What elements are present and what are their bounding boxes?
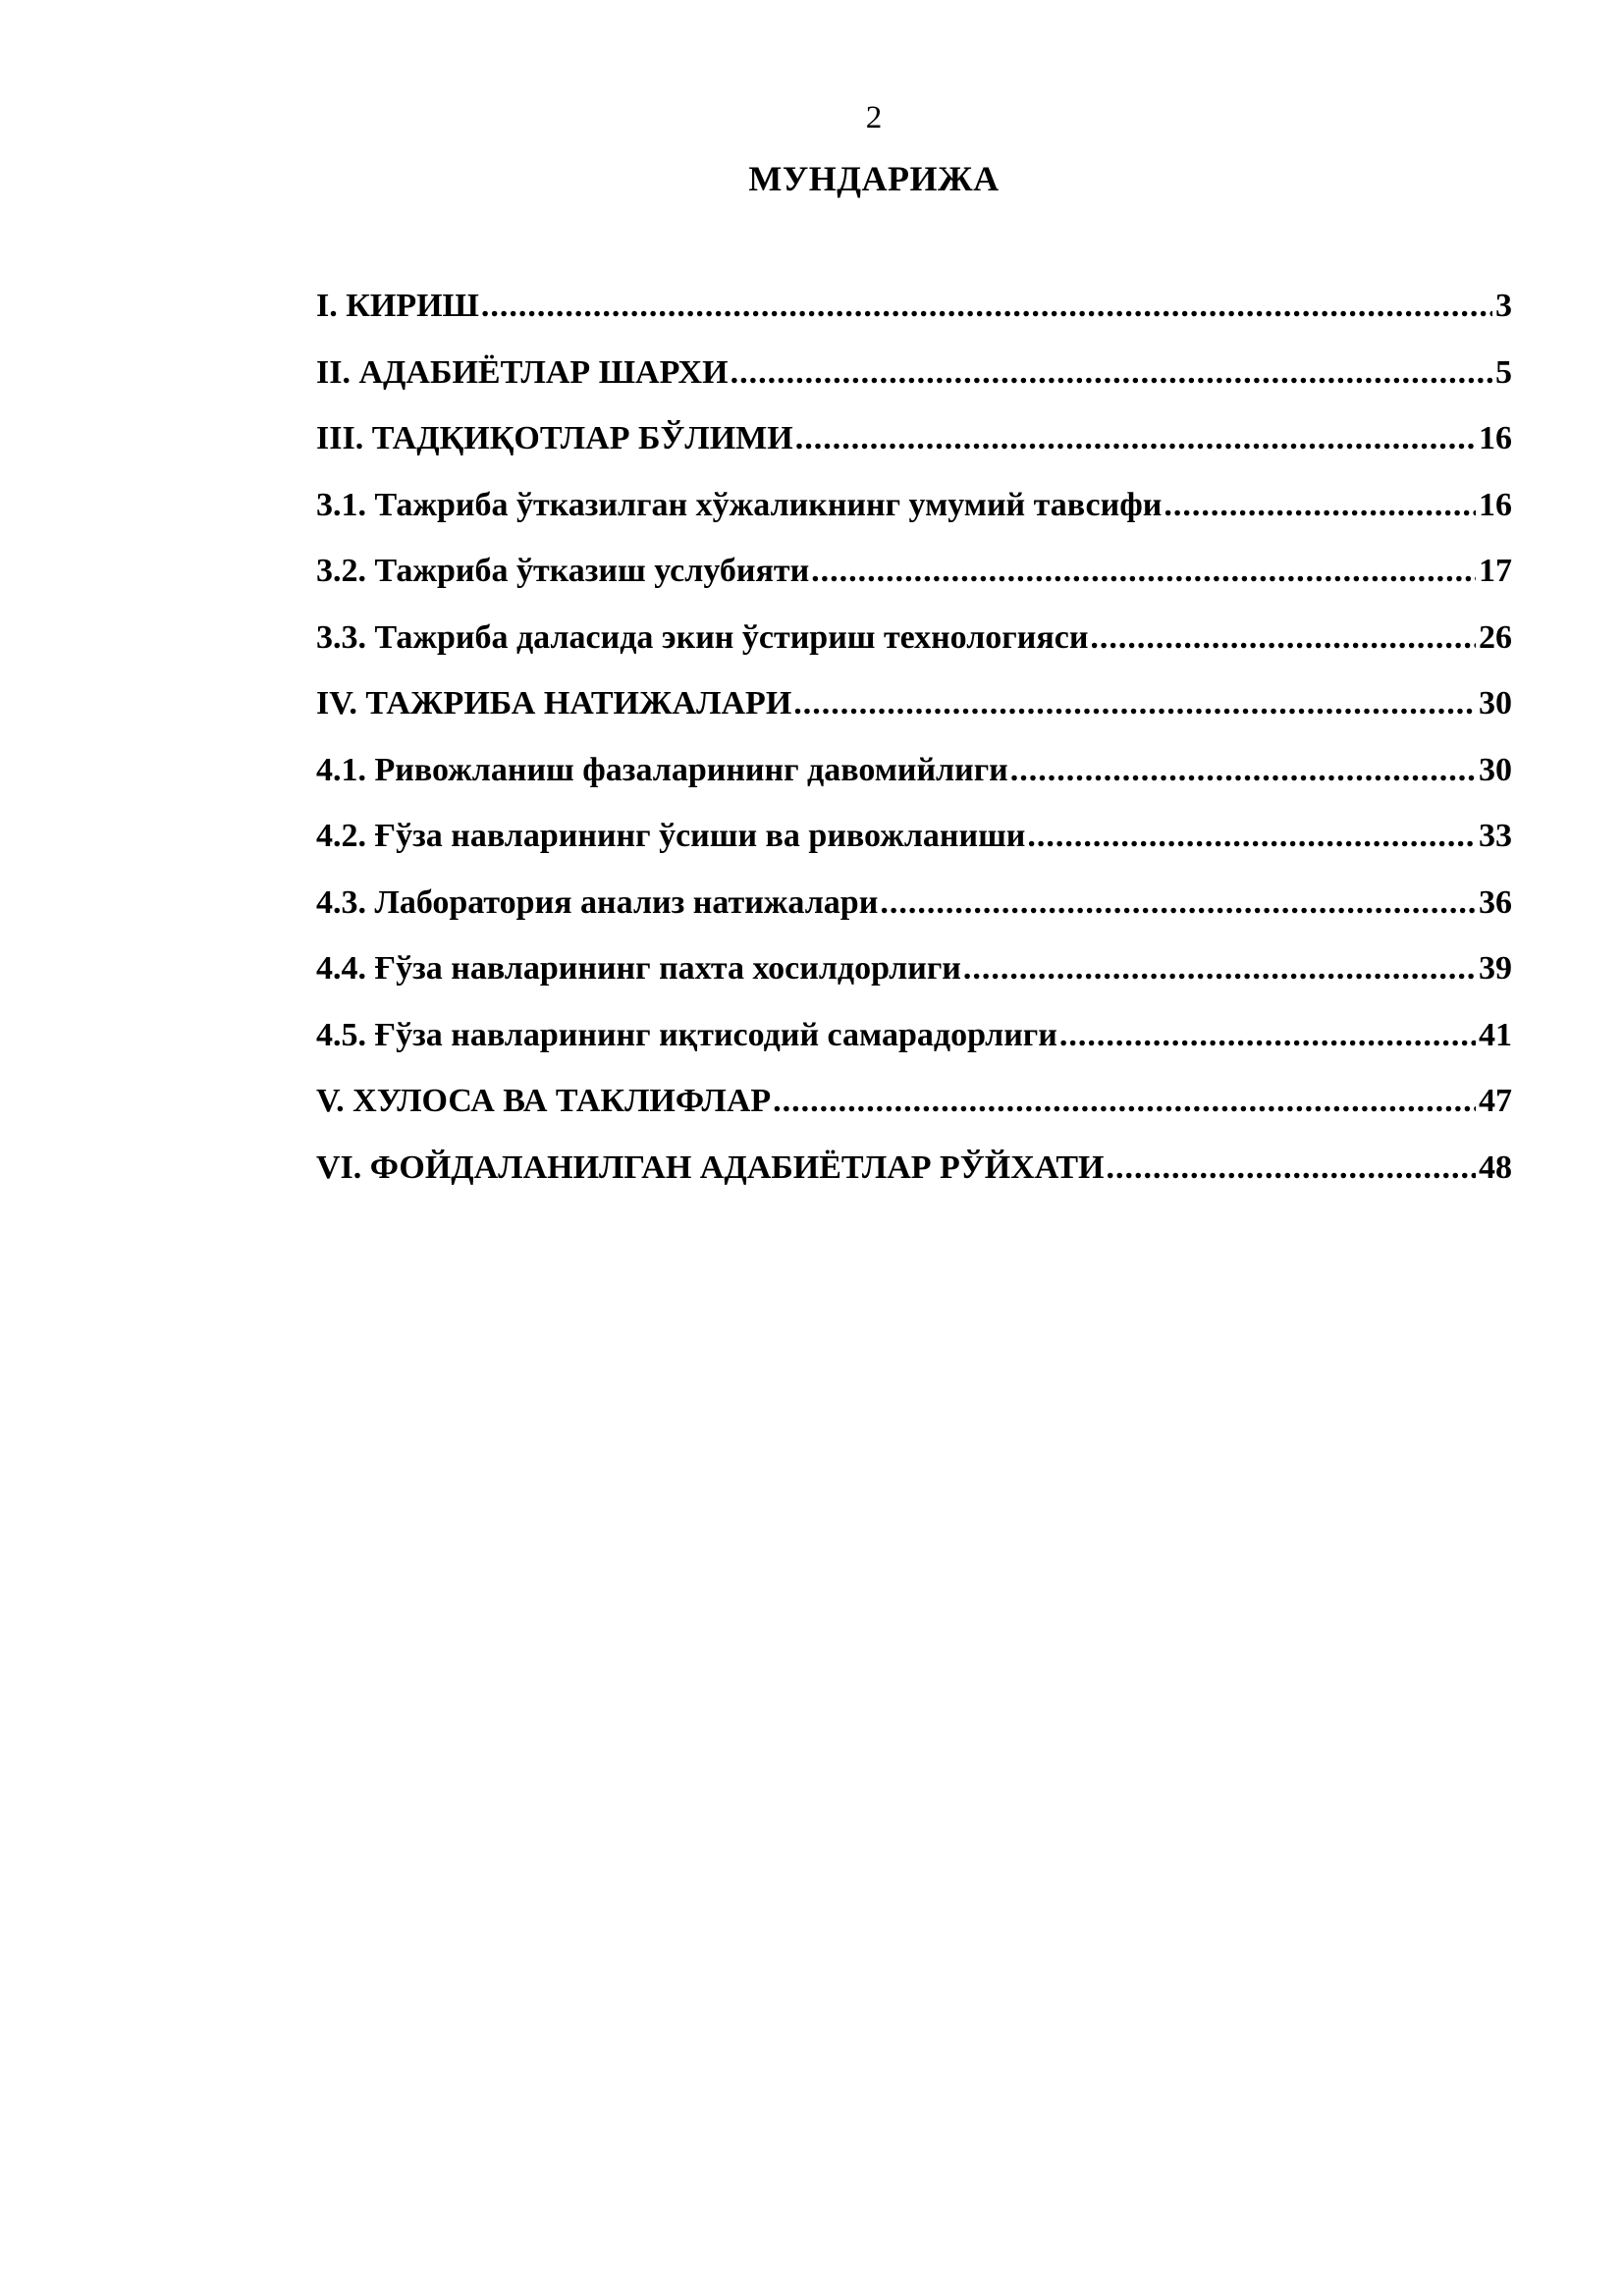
dot-leader	[880, 880, 1476, 927]
toc-entry-page-number: 30	[1479, 751, 1512, 788]
toc-entry-4-3[interactable]	[316, 880, 1512, 946]
toc-entry-label: 4.3. Лаборатория анализ натижалари	[316, 883, 879, 921]
toc-entry-page-number: 17	[1479, 553, 1512, 589]
table-of-contents	[316, 283, 1512, 1210]
toc-entry-label: 4.2. Ғўза навларининг ўсиши ва ривожланиши	[316, 818, 1026, 854]
toc-entry-3-1[interactable]	[316, 482, 1512, 549]
toc-entry-literature-review[interactable]	[316, 349, 1512, 416]
toc-entry-label: 4.1. Ривожланиш фазаларининг давомийлиги	[316, 751, 1008, 788]
dot-leader	[1059, 1012, 1476, 1059]
toc-entry-page-number: 41	[1479, 1016, 1512, 1053]
dot-leader	[963, 945, 1476, 992]
toc-entry-label: 4.4. Ғўза навларининг пахта хосилдорлиги	[316, 950, 961, 987]
dot-leader	[773, 1078, 1476, 1125]
toc-entry-label: IV. ТАЖРИБА НАТИЖАЛАРИ	[316, 685, 792, 721]
dot-leader	[1106, 1145, 1476, 1192]
toc-entry-label: II. АДАБИЁТЛАР ШАРХИ	[316, 353, 729, 391]
dot-leader	[795, 415, 1476, 462]
toc-entry-label: V. ХУЛОСА ВА ТАКЛИФЛАР	[316, 1083, 772, 1119]
toc-entry-page-number: 16	[1479, 420, 1512, 456]
toc-entry-3-3[interactable]	[316, 614, 1512, 681]
toc-entry-4-1[interactable]	[316, 747, 1512, 814]
toc-entry-page-number: 30	[1479, 685, 1512, 721]
toc-entry-label: I. КИРИШ	[316, 288, 479, 324]
toc-entry-3-2[interactable]	[316, 548, 1512, 614]
dot-leader	[793, 680, 1476, 727]
toc-entry-page-number: 5	[1495, 353, 1512, 391]
toc-entry-label: 4.5. Ғўза навларининг иқтисодий самарадорлиги	[316, 1016, 1057, 1053]
toc-entry-4-5[interactable]	[316, 1012, 1512, 1079]
dot-leader	[731, 349, 1492, 397]
toc-entry-references[interactable]	[316, 1145, 1512, 1211]
dot-leader	[811, 548, 1476, 595]
dot-leader	[481, 283, 1492, 330]
toc-entry-page-number: 3	[1495, 288, 1512, 324]
toc-entry-introduction[interactable]	[316, 283, 1512, 349]
dot-leader	[1090, 614, 1476, 662]
toc-entry-page-number: 48	[1479, 1148, 1512, 1186]
toc-entry-experiment-results[interactable]	[316, 680, 1512, 747]
toc-entry-label: VI. ФОЙДАЛАНИЛГАН АДАБИЁТЛАР РЎЙХАТИ	[316, 1148, 1105, 1186]
toc-entry-label: 3.2. Тажриба ўтказиш услубияти	[316, 553, 810, 589]
page-number: 2	[865, 100, 883, 135]
toc-entry-page-number: 39	[1479, 950, 1512, 987]
toc-entry-4-2[interactable]	[316, 813, 1512, 880]
dot-leader	[1164, 482, 1476, 529]
toc-entry-research-section[interactable]	[316, 415, 1512, 482]
toc-entry-page-number: 33	[1479, 818, 1512, 854]
toc-entry-page-number: 16	[1479, 486, 1512, 523]
dot-leader	[1010, 747, 1476, 794]
toc-entry-label: 3.1. Тажриба ўтказилган хўжаликнинг умумий тавсифи	[316, 486, 1163, 523]
dot-leader	[1027, 813, 1476, 860]
toc-entry-4-4[interactable]	[316, 945, 1512, 1012]
toc-entry-label: 3.3. Тажриба даласида экин ўстириш технологияси	[316, 618, 1089, 656]
toc-entry-page-number: 36	[1479, 883, 1512, 921]
toc-entry-page-number: 47	[1479, 1083, 1512, 1119]
toc-entry-conclusions[interactable]	[316, 1078, 1512, 1145]
toc-entry-label: III. ТАДҚИҚОТЛАР БЎЛИМИ	[316, 420, 793, 456]
toc-entry-page-number: 26	[1479, 618, 1512, 656]
page-title: МУНДАРИЖА	[748, 159, 1000, 198]
